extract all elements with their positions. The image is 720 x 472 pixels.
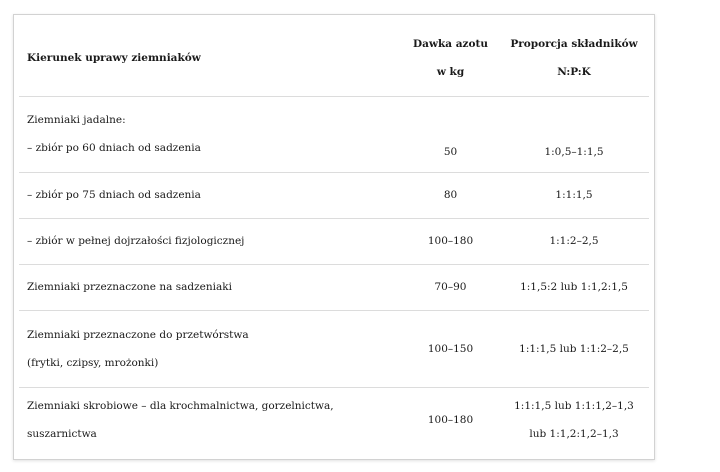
table-header-row — [19, 20, 649, 96]
table-row — [19, 387, 649, 453]
table-row — [19, 264, 649, 310]
row-dose: 100–180 — [402, 218, 499, 264]
header-nitrogen-dose — [402, 20, 499, 96]
row-dose: 100–150 — [402, 310, 499, 387]
table-frame — [13, 14, 655, 460]
row-dose: 70–90 — [402, 264, 499, 310]
table-row — [19, 96, 649, 172]
table-row — [19, 218, 649, 264]
row-dose: 80 — [402, 172, 499, 218]
row-label: – zbiór po 75 dniach od sadzenia — [19, 172, 402, 218]
header-nitrogen-dose-line2: w kg — [436, 65, 465, 78]
row-ratio-line1: 1:1:1,5 lub 1:1:1,2–1,3 — [514, 400, 634, 413]
row-label — [19, 96, 402, 172]
row-ratio: 1:1,5:2 lub 1:1,2:1,5 — [499, 264, 649, 310]
row-label-line1: Ziemniaki jadalne: — [27, 114, 126, 126]
row-dose: 50 — [402, 96, 499, 172]
row-ratio: 1:1:2–2,5 — [499, 218, 649, 264]
row-label-line2: – zbiór po 60 dniach od sadzenia — [27, 142, 201, 154]
row-ratio — [499, 387, 649, 453]
table-row — [19, 172, 649, 218]
row-label-line1: Ziemniaki przeznaczone do przetwórstwa — [27, 328, 249, 341]
row-ratio: 1:1:1,5 — [499, 172, 649, 218]
header-cultivation-direction: Kierunek uprawy ziemniaków — [19, 20, 402, 96]
row-dose: 100–180 — [427, 414, 474, 427]
row-ratio-line2: lub 1:1,2:1,2–1,3 — [529, 428, 619, 441]
row-label-line2: (frytki, czipsy, mrożonki) — [27, 356, 159, 369]
fertilizer-table — [19, 20, 649, 453]
table-row — [19, 310, 649, 387]
header-nitrogen-dose-line1: Dawka azotu — [413, 37, 488, 50]
row-label: – zbiór w pełnej dojrzałości fizjologicznej — [19, 218, 402, 264]
row-ratio: 1:0,5–1:1,5 — [499, 96, 649, 172]
row-label: Ziemniaki przeznaczone na sadzeniaki — [19, 264, 402, 310]
header-npk-proportion: Proporcja składników N:P:K — [499, 20, 649, 96]
row-label: Ziemniaki skrobiowe – dla krochmalnictwa, gorzelnictwa, suszarnictwa — [27, 400, 334, 441]
row-label — [19, 310, 402, 387]
row-ratio: 1:1:1,5 lub 1:1:2–2,5 — [499, 310, 649, 387]
